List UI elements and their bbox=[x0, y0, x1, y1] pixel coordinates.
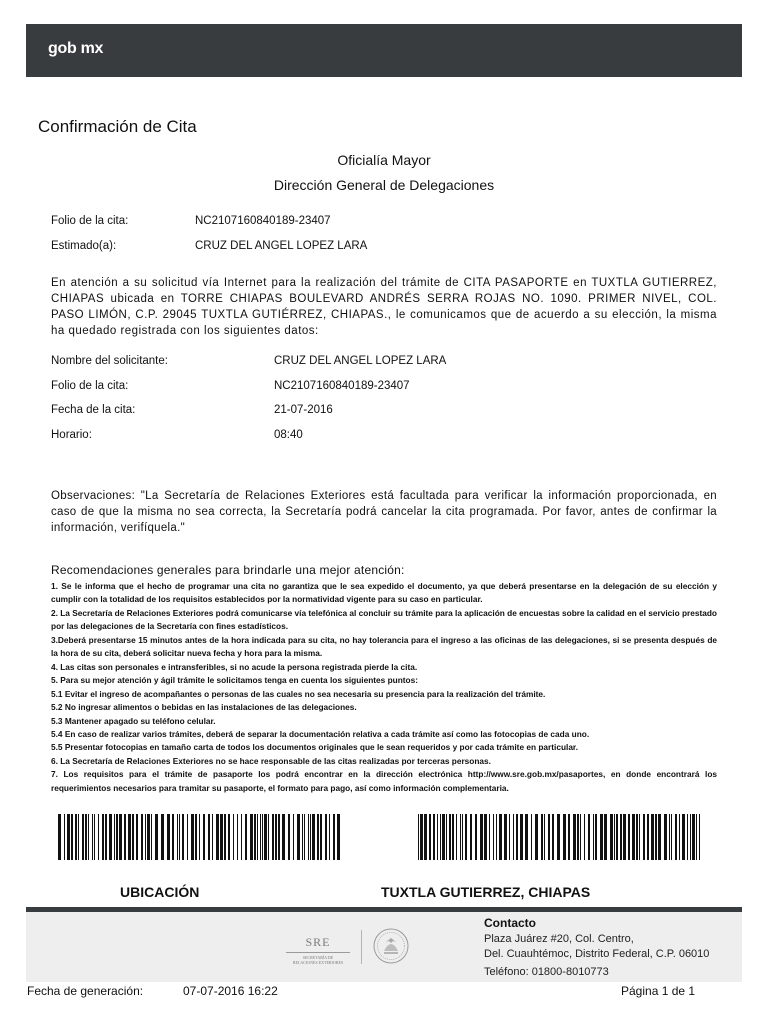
barcode-bar bbox=[679, 814, 680, 860]
top-field-label: Folio de la cita: bbox=[51, 215, 129, 227]
barcode-bar bbox=[504, 814, 507, 860]
barcode-bar bbox=[228, 814, 230, 860]
barcode-bar bbox=[509, 814, 510, 860]
barcode-bar bbox=[548, 814, 550, 860]
barcode-bar bbox=[682, 814, 685, 860]
barcode-bar bbox=[580, 814, 581, 860]
barcode-bar bbox=[639, 814, 640, 860]
generated-date-label: Fecha de generación: bbox=[27, 984, 144, 998]
national-seal-icon bbox=[372, 927, 410, 965]
barcode-bar bbox=[64, 814, 65, 860]
appointment-field-label: Nombre del solicitante: bbox=[51, 355, 168, 367]
barcode-bar bbox=[94, 814, 95, 860]
barcode-bar bbox=[465, 814, 467, 860]
barcode-bar bbox=[177, 814, 178, 860]
recommendations-list bbox=[51, 580, 717, 795]
contact-address-1: Plaza Juárez #20, Col. Centro, bbox=[484, 933, 634, 945]
document-title: Confirmación de Cita bbox=[38, 117, 197, 136]
barcode-bar bbox=[588, 814, 590, 860]
barcode-bar bbox=[302, 814, 303, 860]
barcode-bar bbox=[67, 814, 70, 860]
barcode-bar bbox=[420, 814, 423, 860]
recommendation-item: 6. La Secretaría de Relaciones Exteriores no se hace responsable de las citas realizadas por terceras personas. bbox=[51, 755, 491, 766]
barcode-bar bbox=[470, 814, 472, 860]
barcode-bar bbox=[658, 814, 661, 860]
top-field-value: CRUZ DEL ANGEL LOPEZ LARA bbox=[195, 240, 368, 252]
barcode-bar bbox=[687, 814, 688, 860]
appointment-field-value: 21-07-2016 bbox=[274, 404, 333, 416]
appointment-field-label: Folio de la cita: bbox=[51, 380, 129, 392]
barcode-bar bbox=[272, 814, 274, 860]
contact-address-2: Del. Cuauhtémoc, Distrito Federal, C.P. 06010 bbox=[484, 948, 710, 960]
barcode-bar bbox=[636, 814, 638, 860]
barcode-bar bbox=[418, 814, 419, 860]
barcode-bar bbox=[199, 814, 200, 860]
barcode-bar bbox=[216, 814, 219, 860]
barcode-bar bbox=[304, 814, 305, 860]
barcode-bar bbox=[75, 814, 77, 860]
barcode-bar bbox=[147, 814, 150, 860]
barcode-bar bbox=[513, 814, 514, 860]
sre-logo-icon bbox=[286, 933, 350, 965]
ubicacion-label: UBICACIÓN bbox=[120, 884, 200, 900]
barcode-bar bbox=[155, 814, 158, 860]
barcode-bar bbox=[71, 814, 73, 860]
barcode-bar bbox=[433, 814, 435, 860]
barcode-bar bbox=[664, 814, 667, 860]
gobmx-logo[interactable]: gob mx bbox=[48, 40, 104, 57]
barcode-bar bbox=[623, 814, 626, 860]
barcode-bar bbox=[692, 814, 695, 860]
barcode-bar bbox=[312, 814, 315, 860]
barcode-bar bbox=[499, 814, 502, 860]
barcode-bar bbox=[275, 814, 277, 860]
barcode-bar bbox=[260, 814, 261, 860]
recommendation-item: 4. Las citas son personales e intransferibles, si no acude la persona registrada pierde la cita. bbox=[51, 661, 418, 672]
barcode-bar bbox=[568, 814, 570, 860]
recommendation-item: 5.2 No ingresar alimentos o bebidas en las instalaciones de las delegaciones. bbox=[51, 702, 357, 713]
barcode-bar bbox=[593, 814, 594, 860]
barcode-bar bbox=[254, 814, 256, 860]
barcode-bar bbox=[531, 814, 532, 860]
barcode-bar bbox=[462, 814, 463, 860]
barcode-bar bbox=[212, 814, 213, 860]
barcode-bar bbox=[480, 814, 483, 860]
barcode-bar bbox=[98, 814, 99, 860]
barcode-bar bbox=[203, 814, 205, 860]
contact-phone: Teléfono: 01800-8010773 bbox=[484, 966, 609, 978]
barcode-bar bbox=[442, 814, 445, 860]
barcode-bar bbox=[600, 814, 603, 860]
barcode-bar bbox=[293, 814, 294, 860]
page-indicator: Página 1 de 1 bbox=[621, 984, 696, 998]
barcode-bar bbox=[250, 814, 253, 860]
barcode-bar bbox=[208, 814, 210, 860]
contact-title: Contacto bbox=[484, 916, 536, 930]
barcode-bar bbox=[282, 814, 285, 860]
recommendation-item: 3.Deberá presentarse 15 minutos antes de la hora indicada para su cita, no hay tolerancia para el ingreso a las oficinas de las delegaciones, si se presenta después de la hora de su cita, deberá solicitar nueva fecha y hora para la misma. bbox=[51, 634, 717, 659]
sre-logo-sub-2: RELACIONES EXTERIORES bbox=[292, 960, 344, 965]
logo-divider bbox=[361, 930, 362, 964]
barcode-bar bbox=[195, 814, 197, 860]
barcode-bar bbox=[85, 814, 87, 860]
site-header bbox=[26, 24, 742, 77]
barcode-bar bbox=[541, 814, 543, 860]
sre-logo-text: SRE bbox=[305, 935, 331, 949]
barcode-bar bbox=[179, 814, 180, 860]
barcode-bar bbox=[245, 814, 247, 860]
barcode-bar bbox=[167, 814, 170, 860]
recommendation-item: 5.1 Evitar el ingreso de acompañantes o personas de las cuales no sea necesaria su presencia para la realización del trámite. bbox=[51, 688, 546, 699]
appointment-field-label: Fecha de la cita: bbox=[51, 404, 136, 416]
barcode-bar bbox=[325, 814, 327, 860]
barcode-bar bbox=[535, 814, 538, 860]
barcode-bar bbox=[671, 814, 672, 860]
barcode-bar bbox=[604, 814, 607, 860]
barcode-bar bbox=[595, 814, 597, 860]
subtitle-direccion: Dirección General de Delegaciones bbox=[273, 177, 495, 193]
barcode-bar bbox=[329, 814, 330, 860]
top-field-label: Estimado(a): bbox=[51, 240, 117, 252]
barcode-bar bbox=[446, 814, 447, 860]
barcode-bar bbox=[257, 814, 258, 860]
barcode-bar bbox=[544, 814, 545, 860]
appointment-field-value: CRUZ DEL ANGEL LOPEZ LARA bbox=[274, 355, 447, 367]
subtitle-oficialia: Oficialía Mayor bbox=[337, 152, 431, 168]
barcode-bar bbox=[699, 814, 700, 860]
barcode-bar bbox=[573, 814, 576, 860]
barcode-bar bbox=[264, 814, 267, 860]
barcode-bar bbox=[262, 814, 263, 860]
location-value: TUXTLA GUTIERREZ, CHIAPAS bbox=[381, 884, 591, 900]
barcode-bar bbox=[429, 814, 431, 860]
barcode-bar bbox=[308, 814, 309, 860]
barcode-bar bbox=[141, 814, 143, 860]
barcode-bar bbox=[128, 814, 131, 860]
sre-logo-sub-1: SECRETARÍA DE bbox=[302, 955, 334, 960]
barcode-bar bbox=[191, 814, 194, 860]
barcode-bar bbox=[493, 814, 494, 860]
barcode-bar bbox=[675, 814, 677, 860]
barcode-bar bbox=[102, 814, 104, 860]
generated-date-value: 07-07-2016 16:22 bbox=[183, 984, 278, 998]
barcode-bar bbox=[616, 814, 618, 860]
barcode-bar bbox=[669, 814, 670, 860]
barcode-bar bbox=[88, 814, 89, 860]
barcode-bar bbox=[317, 814, 319, 860]
barcode-bar bbox=[172, 814, 174, 860]
barcode-bar bbox=[220, 814, 223, 860]
barcode-bar bbox=[557, 814, 560, 860]
intro-paragraph: En atención a su solicitud vía Internet para la realización del trámite de CITA PASAPORTE en TUXTLA GUTIERREZ, CHIAPAS ubicada en TORRE CHIAPAS BOULEVARD ANDRÉS SERRA ROJAS NO. 1090. PRIMER NIVEL, COL. PASO LIMÓN, C.P. 29045 TUXTLA GUTIÉRREZ, CHIAPAS., le comunicamos que de acuerdo a su elección, la misma ha quedado registrada con los siguientes datos: bbox=[51, 277, 717, 337]
barcode-bar bbox=[484, 814, 487, 860]
barcode-bar bbox=[333, 814, 335, 860]
barcode-bar bbox=[696, 814, 697, 860]
barcode-bar bbox=[647, 814, 649, 860]
barcode-bar bbox=[628, 814, 630, 860]
barcode-bar bbox=[614, 814, 615, 860]
barcode-bar bbox=[456, 814, 457, 860]
barcode-bar bbox=[124, 814, 126, 860]
barcode-bar bbox=[610, 814, 613, 860]
barcode-bar bbox=[119, 814, 122, 860]
barcode-bar bbox=[82, 814, 84, 860]
barcode-bar bbox=[651, 814, 654, 860]
barcode-bar bbox=[437, 814, 438, 860]
barcode-bar bbox=[182, 814, 184, 860]
barcode-bar bbox=[440, 814, 441, 860]
barcode-bar bbox=[460, 814, 461, 860]
barcode-bar bbox=[241, 814, 242, 860]
recommendation-item: 2. La Secretaría de Relaciones Exteriores podrá comunicarse vía telefónica al concluir su trámite para la aplicación de encuestas sobre la calidad en el servicio prestado por las delegaciones de la Secretaría con fines estadísticos. bbox=[51, 607, 717, 632]
barcode-bar bbox=[337, 814, 340, 860]
recommendation-item: 1. Se le informa que el hecho de programar una cita no garantiza que le sea expedido el documento, ya que deberá presentarse en la delegación de su elección y cumplir con la totalidad de los requisitos establecidos por la normatividad vigente para su caso en particular. bbox=[51, 581, 717, 605]
barcode-bar bbox=[584, 814, 585, 860]
barcode-bar bbox=[161, 814, 164, 860]
recommendation-item: 5. Para su mejor atención y ágil trámite le solicitamos tenga en cuenta los siguientes puntos: bbox=[51, 675, 419, 686]
barcode-right bbox=[418, 814, 700, 860]
barcode-bar bbox=[577, 814, 579, 860]
barcode-bar bbox=[132, 814, 134, 860]
barcode-bar bbox=[525, 814, 528, 860]
barcode-bar bbox=[297, 814, 300, 860]
recommendation-item: 5.3 Mantener apagado su teléfono celular. bbox=[51, 715, 216, 726]
barcode-bar bbox=[151, 814, 152, 860]
barcode-bar bbox=[489, 814, 490, 860]
top-field-value: NC2107160840189-23407 bbox=[195, 215, 331, 227]
barcode-bar bbox=[655, 814, 657, 860]
barcode-bar bbox=[632, 814, 635, 860]
barcode-bar bbox=[620, 814, 622, 860]
barcode-bar bbox=[116, 814, 118, 860]
barcode-bar bbox=[145, 814, 146, 860]
barcode-bar bbox=[136, 814, 138, 860]
observations-paragraph: Observaciones: "La Secretaría de Relaciones Exteriores está facultada para verificar la información proporcionada, en caso de que la misma no sea correcta, la Secretaría podrá cancelar la cita programada. Por favor, antes de confirmar la información, verifíquela." bbox=[51, 490, 717, 534]
barcode-bar bbox=[496, 814, 497, 860]
appointment-field-value: NC2107160840189-23407 bbox=[274, 380, 410, 392]
barcode-bar bbox=[475, 814, 477, 860]
barcode-bar bbox=[114, 814, 115, 860]
barcode-bar bbox=[105, 814, 107, 860]
barcode-bar bbox=[643, 814, 645, 860]
appointment-field-label: Horario: bbox=[51, 429, 92, 441]
recommendation-item: 5.5 Presentar fotocopias en tamaño carta de todos los documentos originales que le sean requeridos y por cada trámite en particular. bbox=[51, 742, 579, 753]
barcode-bar bbox=[78, 814, 79, 860]
barcode-bar bbox=[109, 814, 112, 860]
barcode-bar bbox=[58, 814, 61, 860]
recommendation-item: 7. Los requisitos para el trámite de pasaporte los podrá encontrar en la dirección electrónica http://www.sre.gob.mx/pasaportes, en donde encontrará los requerimientos necesarios para tramitar su pasaporte, el formato para pago, así como información complementaria. bbox=[51, 769, 717, 793]
barcode-bar bbox=[563, 814, 566, 860]
barcode-bar bbox=[516, 814, 518, 860]
recommendation-item: 5.4 En caso de realizar varios trámites, deberá de separar la documentación relativa a cada trámite así como las fotocopias de cada uno. bbox=[51, 728, 590, 739]
barcode-bar bbox=[452, 814, 454, 860]
barcode-bar bbox=[320, 814, 322, 860]
barcode-bar bbox=[552, 814, 554, 860]
barcode-bar bbox=[268, 814, 269, 860]
barcode-bar bbox=[233, 814, 234, 860]
barcode-bar bbox=[278, 814, 280, 860]
barcode-bar bbox=[224, 814, 226, 860]
barcode-bar bbox=[520, 814, 523, 860]
barcode-left bbox=[58, 814, 340, 860]
barcode-bar bbox=[424, 814, 427, 860]
barcode-bar bbox=[310, 814, 311, 860]
appointment-field-value: 08:40 bbox=[274, 429, 303, 441]
barcode-bar bbox=[237, 814, 238, 860]
recommendations-heading: Recomendaciones generales para brindarle una mejor atención: bbox=[51, 563, 405, 577]
barcode-bar bbox=[92, 814, 93, 860]
barcode-bar bbox=[449, 814, 451, 860]
barcode-bar bbox=[288, 814, 290, 860]
sre-logo-rule bbox=[286, 952, 350, 953]
barcode-bar bbox=[187, 814, 188, 860]
barcode-bar bbox=[690, 814, 691, 860]
